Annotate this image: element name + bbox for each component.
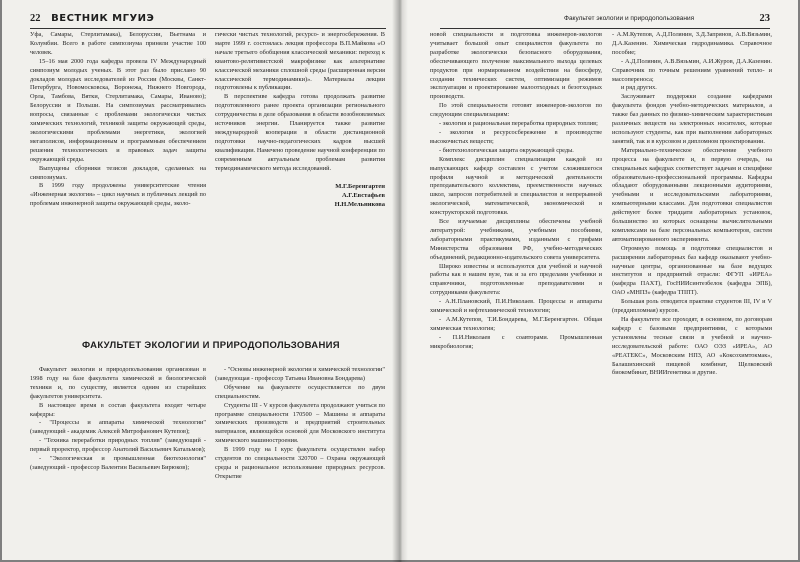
right-column-2 [612,31,772,378]
paragraph: Обучение на факультете осуществляется по двум специальностям. [215,383,385,400]
list-item: - "Основы инженерной экологии и химической технологии" (заведующая - профессор Татьяна Ивановна Бондарева) [215,366,385,382]
left-column-2 [215,31,385,209]
list-item: - "Экологическая и промышленная биотехнология" (заведующий - профессор Валентин Васильевич Бирюков); [30,455,206,471]
paragraph: В 1999 году на I курс факультета осуществлен набор студентов по специальности 320700 – Охрана окружающей среды и рациональное использование природных ресурсов. Открытие [215,446,385,480]
paragraph: Материально-техническое обеспечение учебного процесса на факультете и, в первую очередь, на специальных кафедрах соответствует задачам и специфике образовательно-профессиональной программы. Кафедры обладают оборудованными лекционными аудиториями, учебными и исследовательскими лабораториями, компьютерными классами. Для подготовки специалистов действуют более тридцати лабораторных установок, большинство из которых оснащены вычислительными комплексами на базе персональных компьютеров, систем автоматизированного эксперимента. [612,146,772,243]
left-page-header [30,12,386,29]
paragraph: гически чистых технологий, ресурсо- и энергосбережения. В марте 1999 г. состоялась лекция профессора В.П.Майкова «О начале третьего обобщения классической механики: переход к квантово-релятивистской макрофизике как альтернативе классической механики сплошной среды (расширенная версия классической термодинамики)». Материалы лекции подготовлены к публикации. [215,31,385,92]
list-item: - П.И.Николаев с соавторами. Промышленная микробиология; [430,333,602,350]
right-page-number: 23 [759,13,770,24]
left-page [2,0,400,560]
signature-name: Н.Н.Мельникова [334,200,385,208]
paragraph: По этой специальности готовят инженеров-экологов по следующим специализациям: [430,102,602,119]
signature-name: М.Г.Беренгартен [335,182,385,190]
paragraph: Все изучаемые дисциплины обеспечены учебной литературой: учебниками, учебными пособиями, лабораторными практикумами, изданными с грифами Министерства образования РФ, учебно-методических объединений, редакционно-издательского совета университета. [430,218,602,261]
paragraph: Уфа, Самары, Стерлитамака), Белоруссии, Вьетнама и Колумбии. Всего в работе симпозиума приняли участие 100 человек. [30,31,206,56]
paragraph: Выпущены сборники тезисов докладов, сделанных на симпозиумах. [30,164,206,181]
right-page [400,0,798,560]
paragraph: Широко известны и используются для учебной и научной работы как в нашем вузе, так и за его пределами учебники и справочники, подготовленные преподавателями и сотрудниками факультета: [430,262,602,297]
paragraph: В 1999 году продолжены университетские чтения «Инженерная экология» – цикл научных и публичных лекций по проблемам инженерной защиты окружающей среды, эколо- [30,182,206,208]
list-item: - экология и ресурсосбережение в производстве высокочистых веществ; [430,128,602,145]
paragraph: Факультет экологии и природопользования организован в 1998 году на базе факультета химической и биологической техники и, по существу, является одним из старейших факультетов университета. [30,366,206,400]
left-column-3 [30,366,206,473]
paragraph: новой специальности и подготовка инженеров-экологов учитывает большой опыт специалистов факультета по разработке экологически безопасного оборудования, обеспечивающего получение максимального выхода целевых продуктов при нормированном воздействии на биосферу, создании технических систем, оптимизации режимов эксплуатации и проектирование малоотходных и безотходных производств. [430,31,602,101]
left-column-1 [30,31,206,209]
left-page-number: 22 [30,13,41,24]
list-item: - биотехнологическая защита окружающей среды. [439,146,574,154]
paragraph: Заслуживает поддержки создание кафедрами факультета фондов учебно-методических материалов, а также баз данных по физико-химическим характеристикам различных веществ на электронных носителях, которые используют студенты, как при выполнении лабораторных занятий, так и в курсовом и дипломном проектировании. [612,93,772,145]
list-item: - А.Д.Полянин, А.В.Вязьмин, А.И.Журов, Д.А.Казенин. Справочник по точным решениям уравнений тепло- и массопереноса; [612,57,772,83]
paragraph: Огромную помощь в подготовке специалистов и расширении лабораторных баз кафедр оказывают учебно-научные центры, организованные на базе ведущих институтов и предприятий отрасли: ФГУП «ИРЕА» (кафедра ПАХТ), ГосНИИсинтезбелок (кафедра ЭПБ), ОАО «МНПЗ» (кафедра ТППТ). [612,244,772,297]
signature-name: А.Г.Евстафьев [341,191,385,199]
journal-title: ВЕСТНИК МГУИЭ [51,13,155,24]
list-item: - экология и рациональная переработка природных топлив; [439,120,598,128]
list-item: - А.М.Кутепов, А.Д.Полянин, З.Д.Запрянов, А.В.Вязьмин, Д.А.Казенин. Химическая гидродинамика. Справочное пособие; [612,31,772,56]
paragraph: На факультете все проходят, в основном, по договорам кафедр с базовыми предприятиями, с которыми установлены тесные связи в учебной и научно-исследовательской работе: ОАО ОЭЗ «ИРЕА», АО «РЕАТЕКС», Московским НПЗ, АО «Коксохимтокмак», Балашихинский пищевой комбинат, Щелковский биокомбинат, ВНИИгенетика и другие. [612,316,772,377]
section-title: ФАКУЛЬТЕТ ЭКОЛОГИИ И ПРИРОДОПОЛЬЗОВАНИЯ [82,340,340,351]
paragraph: Комплекс дисциплин специализации каждой из выпускающих кафедр составлен с учетом сложившегося профиля научной и методической деятельности преподавательского коллектива, преемственности научных школ, запросов потребителей и специалистов и непрерывной экологической, математической, экономической и конструкторской подготовки. [430,155,602,217]
list-item: - А.М.Кутепов, Т.И.Бондарева, М.Г.Беренгартен. Общая химическая технология; [430,316,602,332]
paragraph: В настоящее время в состав факультета входят четыре кафедры: [30,401,206,418]
right-page-header [440,12,770,29]
paragraph: и ряд других. [621,84,657,92]
list-item: - А.Н.Плановский, П.И.Николаев. Процессы и аппараты химической и нефтехимической технологии; [430,298,602,315]
signatures [215,182,385,209]
right-column-1 [430,31,602,352]
list-item: - "Процессы и аппараты химической технологии" (заведующий - академик Алексей Митрофанович Кутепов); [30,419,206,436]
list-item: - "Техника переработки природных топлив" (заведующий - первый проректор, профессор Анатолий Васильевич Катальмов); [30,437,206,454]
paragraph: В перспективе кафедра готова продолжать развитие подготовленного ранее проекта организации регионального сотрудничества в деле образования в области возобновляемых источников энергии. Планируется также развитие международной кооперации в области дистанционной подготовки научно-педагогических кадров высшей квалификации. Намечено проведение научной конференции по современным актуальным проблемам развития термодинамического метода исследований. [215,93,385,172]
paragraph: Студенты III - V курсов факультета продолжают учиться по программе специальности 170500 – Машины и аппараты химических производств и предприятий строительных материалов, являющейся основой для Московского института химического машиностроения. [215,401,385,445]
paragraph: 15–16 мая 2000 года кафедра провела IV Международный симпозиум молодых ученых. В этот раз было прислано 90 докладов молодых исследователей из России (Москвы, Санкт-Петербурга, Новомосковска, Воронежа, Нижнего Новгорода, Орла, Тамбова, Вятки, Стерлитамака, Самары, Иваново); Белоруссии и Польши. На симпозиумах рассматривались вопросы, связанные с проблемами экологически чистых химических технологий, техникой защиты окружающей среды, экологическими проблемами энергетики, экологией мегаполисов, информационным и программным обеспечением решения технологических и правовых задач защиты окружающей среды. [30,57,206,163]
left-column-4 [215,366,385,482]
running-title: Факультет экологии и природопользования [564,15,695,22]
paragraph: Большая роль отводится практике студентов III, IV и V (преддипломная) курсов. [612,298,772,315]
